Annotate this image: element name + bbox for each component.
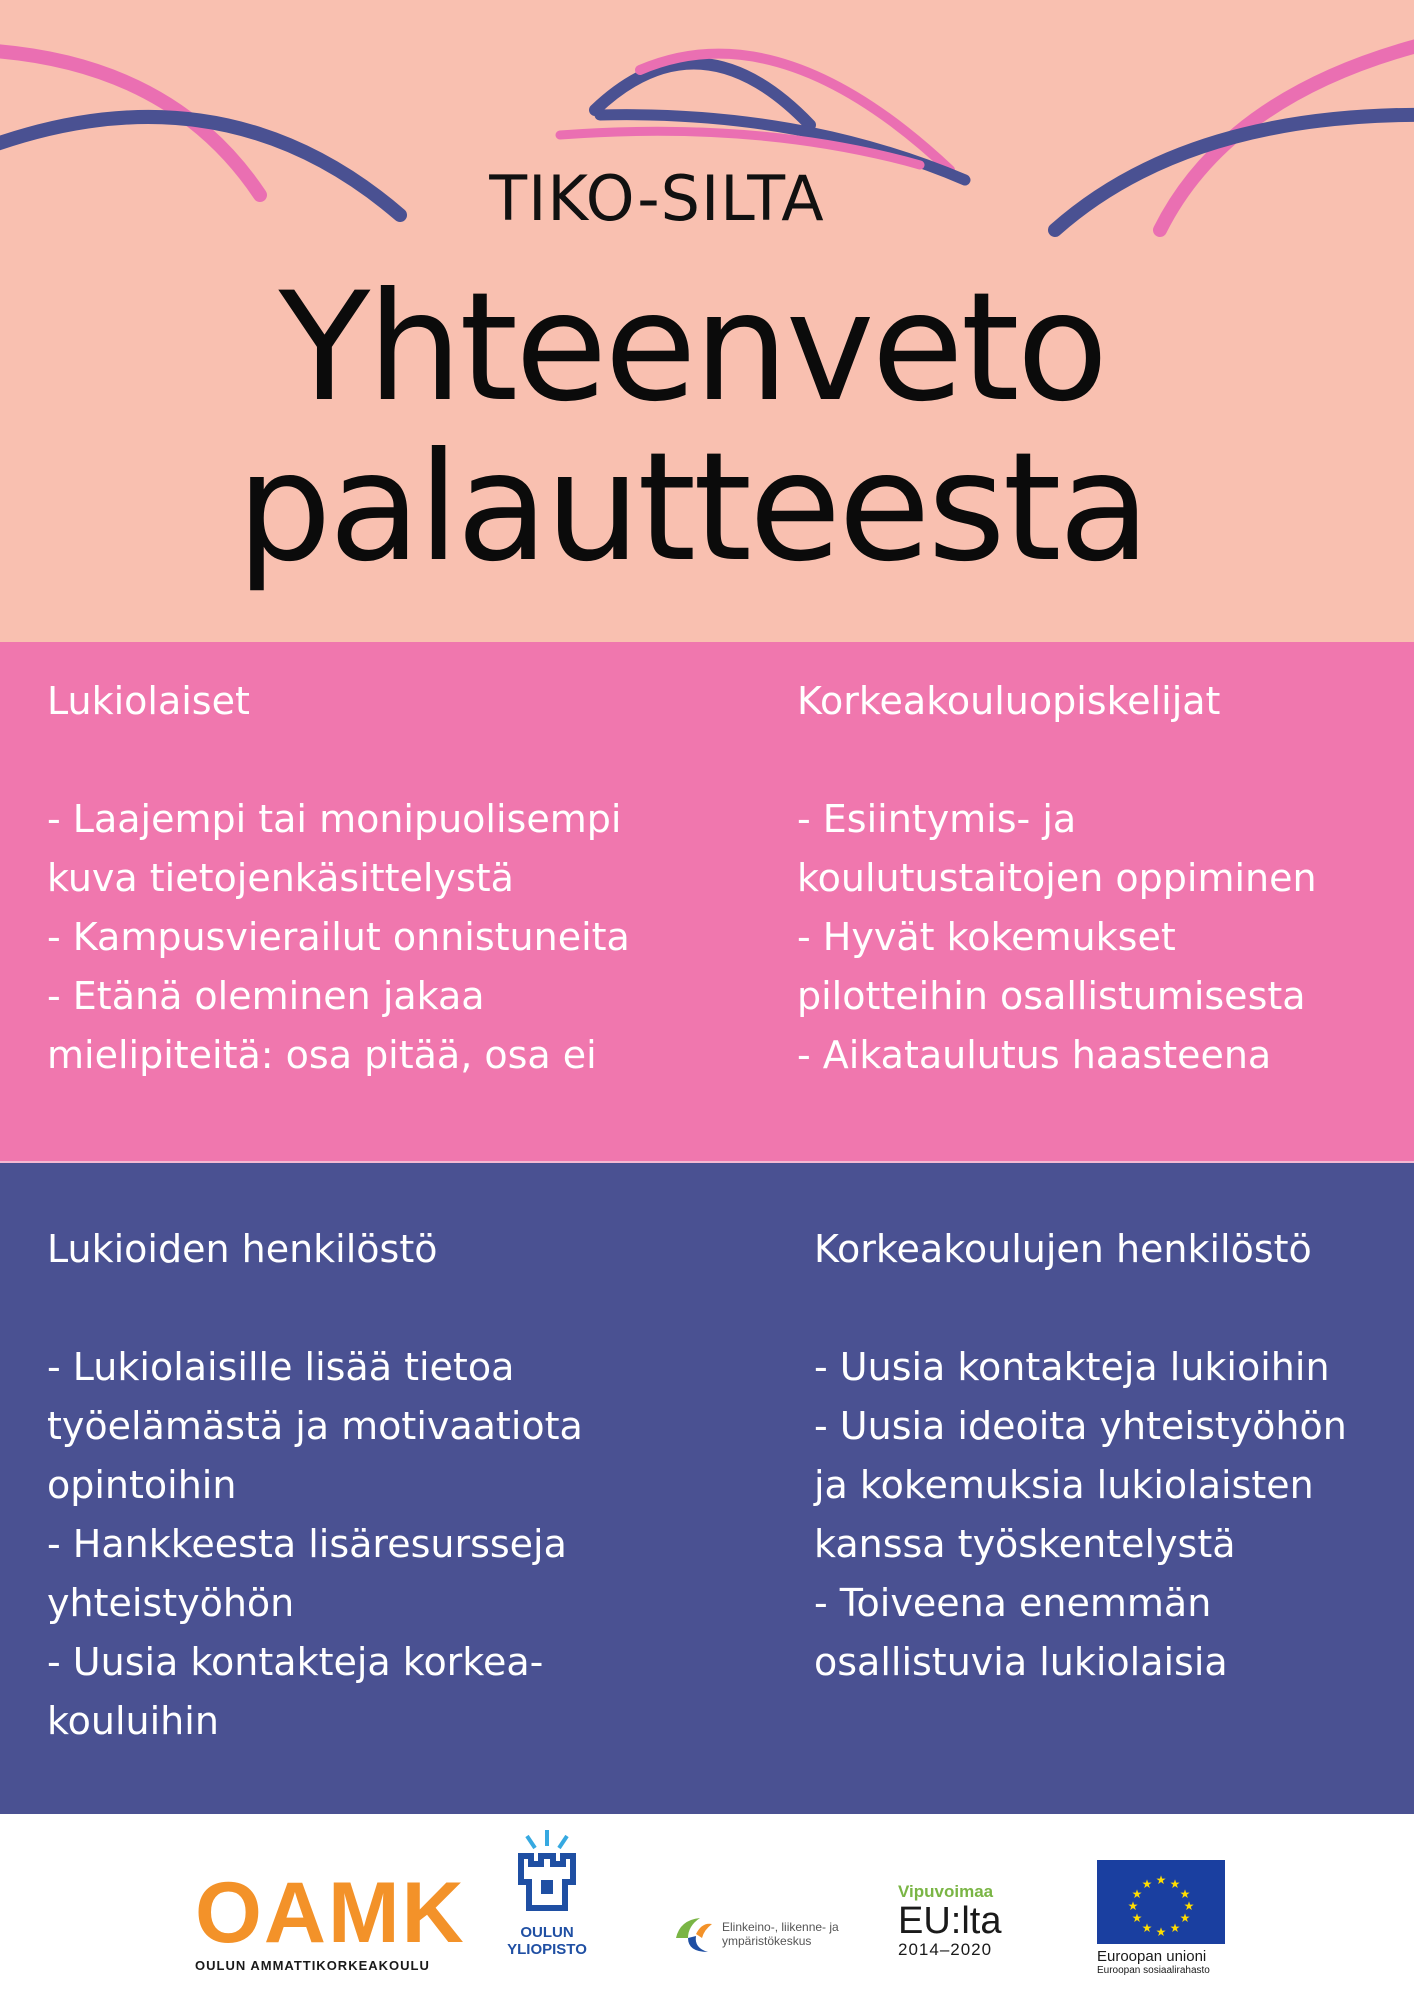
header [0,0,1414,642]
section-heading: Lukioiden henkilöstö [47,1227,438,1271]
section-lukiolaiset [47,672,630,1085]
svg-text:★: ★ [1131,1911,1143,1925]
list-item: mielipiteitä: osa pitää, osa ei [47,1033,597,1077]
eu-name: Euroopan unioni [1097,1948,1207,1965]
section-heading: Lukiolaiset [47,679,250,723]
list-item: - Hankkeesta lisäresursseja [47,1522,567,1566]
list-item: osallistuvia lukiolaisia [814,1640,1228,1684]
list-item: - Uusia kontakteja lukioihin [814,1345,1330,1389]
vipu-mid: EU:lta [898,1900,1002,1942]
vipu-top: Vipuvoimaa [898,1882,994,1901]
list-item: työelämästä ja motivaatiota [47,1404,583,1448]
oamk-wordmark: OAMK [195,1865,466,1961]
list-item: - Hyvät kokemukset [797,915,1176,959]
svg-text:★: ★ [1141,1921,1153,1935]
list-item: - Etänä oleminen jakaa [47,974,485,1018]
section-heading: Korkeakoulujen henkilöstö [814,1227,1312,1271]
list-item: - Lukiolaisille lisää tietoa [47,1345,515,1389]
list-item: - Esiintymis- ja [797,797,1077,841]
list-item: kanssa työskentelystä [814,1522,1236,1566]
ely-logo [672,1912,839,1956]
uo-line-1: OULUN [520,1924,574,1941]
feedback-list [47,1338,583,1751]
list-item: pilotteihin osallistumisesta [797,974,1306,1018]
feedback-list [814,1338,1347,1692]
ely-emblem-icon [672,1912,716,1956]
svg-text:★: ★ [1155,1873,1167,1887]
svg-text:★: ★ [1169,1921,1181,1935]
blue-band [0,1161,1414,1814]
list-item: kouluihin [47,1699,219,1743]
list-item: kuva tietojenkäsittelystä [47,856,514,900]
svg-text:★: ★ [1131,1887,1143,1901]
ely-line-2: ympäristökeskus [722,1934,812,1948]
eu-sub: Euroopan sosiaalirahasto [1097,1965,1210,1976]
list-item: - Toiveena enemmän [814,1581,1212,1625]
list-item: - Aikataulutus haasteena [797,1033,1272,1077]
list-item: - Kampusvierailut onnistuneita [47,915,630,959]
list-item: ja kokemuksia lukiolaisten [814,1463,1314,1507]
eu-flag-icon [1097,1860,1225,1944]
svg-text:★: ★ [1141,1877,1153,1891]
list-item: - Uusia kontakteja korkea- [47,1640,544,1684]
oamk-subtitle: OULUN AMMATTIKORKEAKOULU [195,1958,430,1973]
list-item: - Laajempi tai monipuolisempi [47,797,622,841]
arc-mid-pink-2 [560,131,920,165]
svg-text:★: ★ [1183,1899,1195,1913]
feedback-list [797,790,1317,1085]
svg-text:★: ★ [1155,1925,1167,1939]
title-line-1: Yhteenveto [278,261,1106,435]
section-korkeakouluopiskelijat [797,672,1317,1085]
list-item: - Uusia ideoita yhteistyöhön [814,1404,1347,1448]
eu-logo [1097,1860,1225,1976]
feedback-list [47,790,630,1085]
footer-logos [0,1814,1414,2000]
uo-line-2: YLIOPISTO [507,1941,587,1958]
kicker: TIKO-SILTA [489,162,825,235]
vipuvoimaa-logo [898,1882,1001,1960]
castle-icon [497,1828,597,1938]
section-lukioiden-henkilosto [47,1220,583,1751]
title-line-2: palautteesta [236,421,1148,595]
section-korkeakoulujen-henkilosto [814,1220,1347,1692]
ely-line-1: Elinkeino-, liikenne- ja [722,1920,839,1934]
vipu-bot: 2014–2020 [898,1940,993,1959]
section-heading: Korkeakouluopiskelijat [797,679,1221,723]
svg-text:★: ★ [1169,1877,1181,1891]
list-item: opintoihin [47,1463,237,1507]
pink-band [0,642,1414,1161]
list-item: koulutustaitojen oppiminen [797,856,1317,900]
svg-text:★: ★ [1179,1887,1191,1901]
svg-text:★: ★ [1127,1899,1139,1913]
oulun-yliopisto-logo [497,1828,597,1958]
oamk-logo [195,1865,466,1973]
page-title [0,261,1414,595]
svg-text:★: ★ [1179,1911,1191,1925]
list-item: yhteistyöhön [47,1581,295,1625]
